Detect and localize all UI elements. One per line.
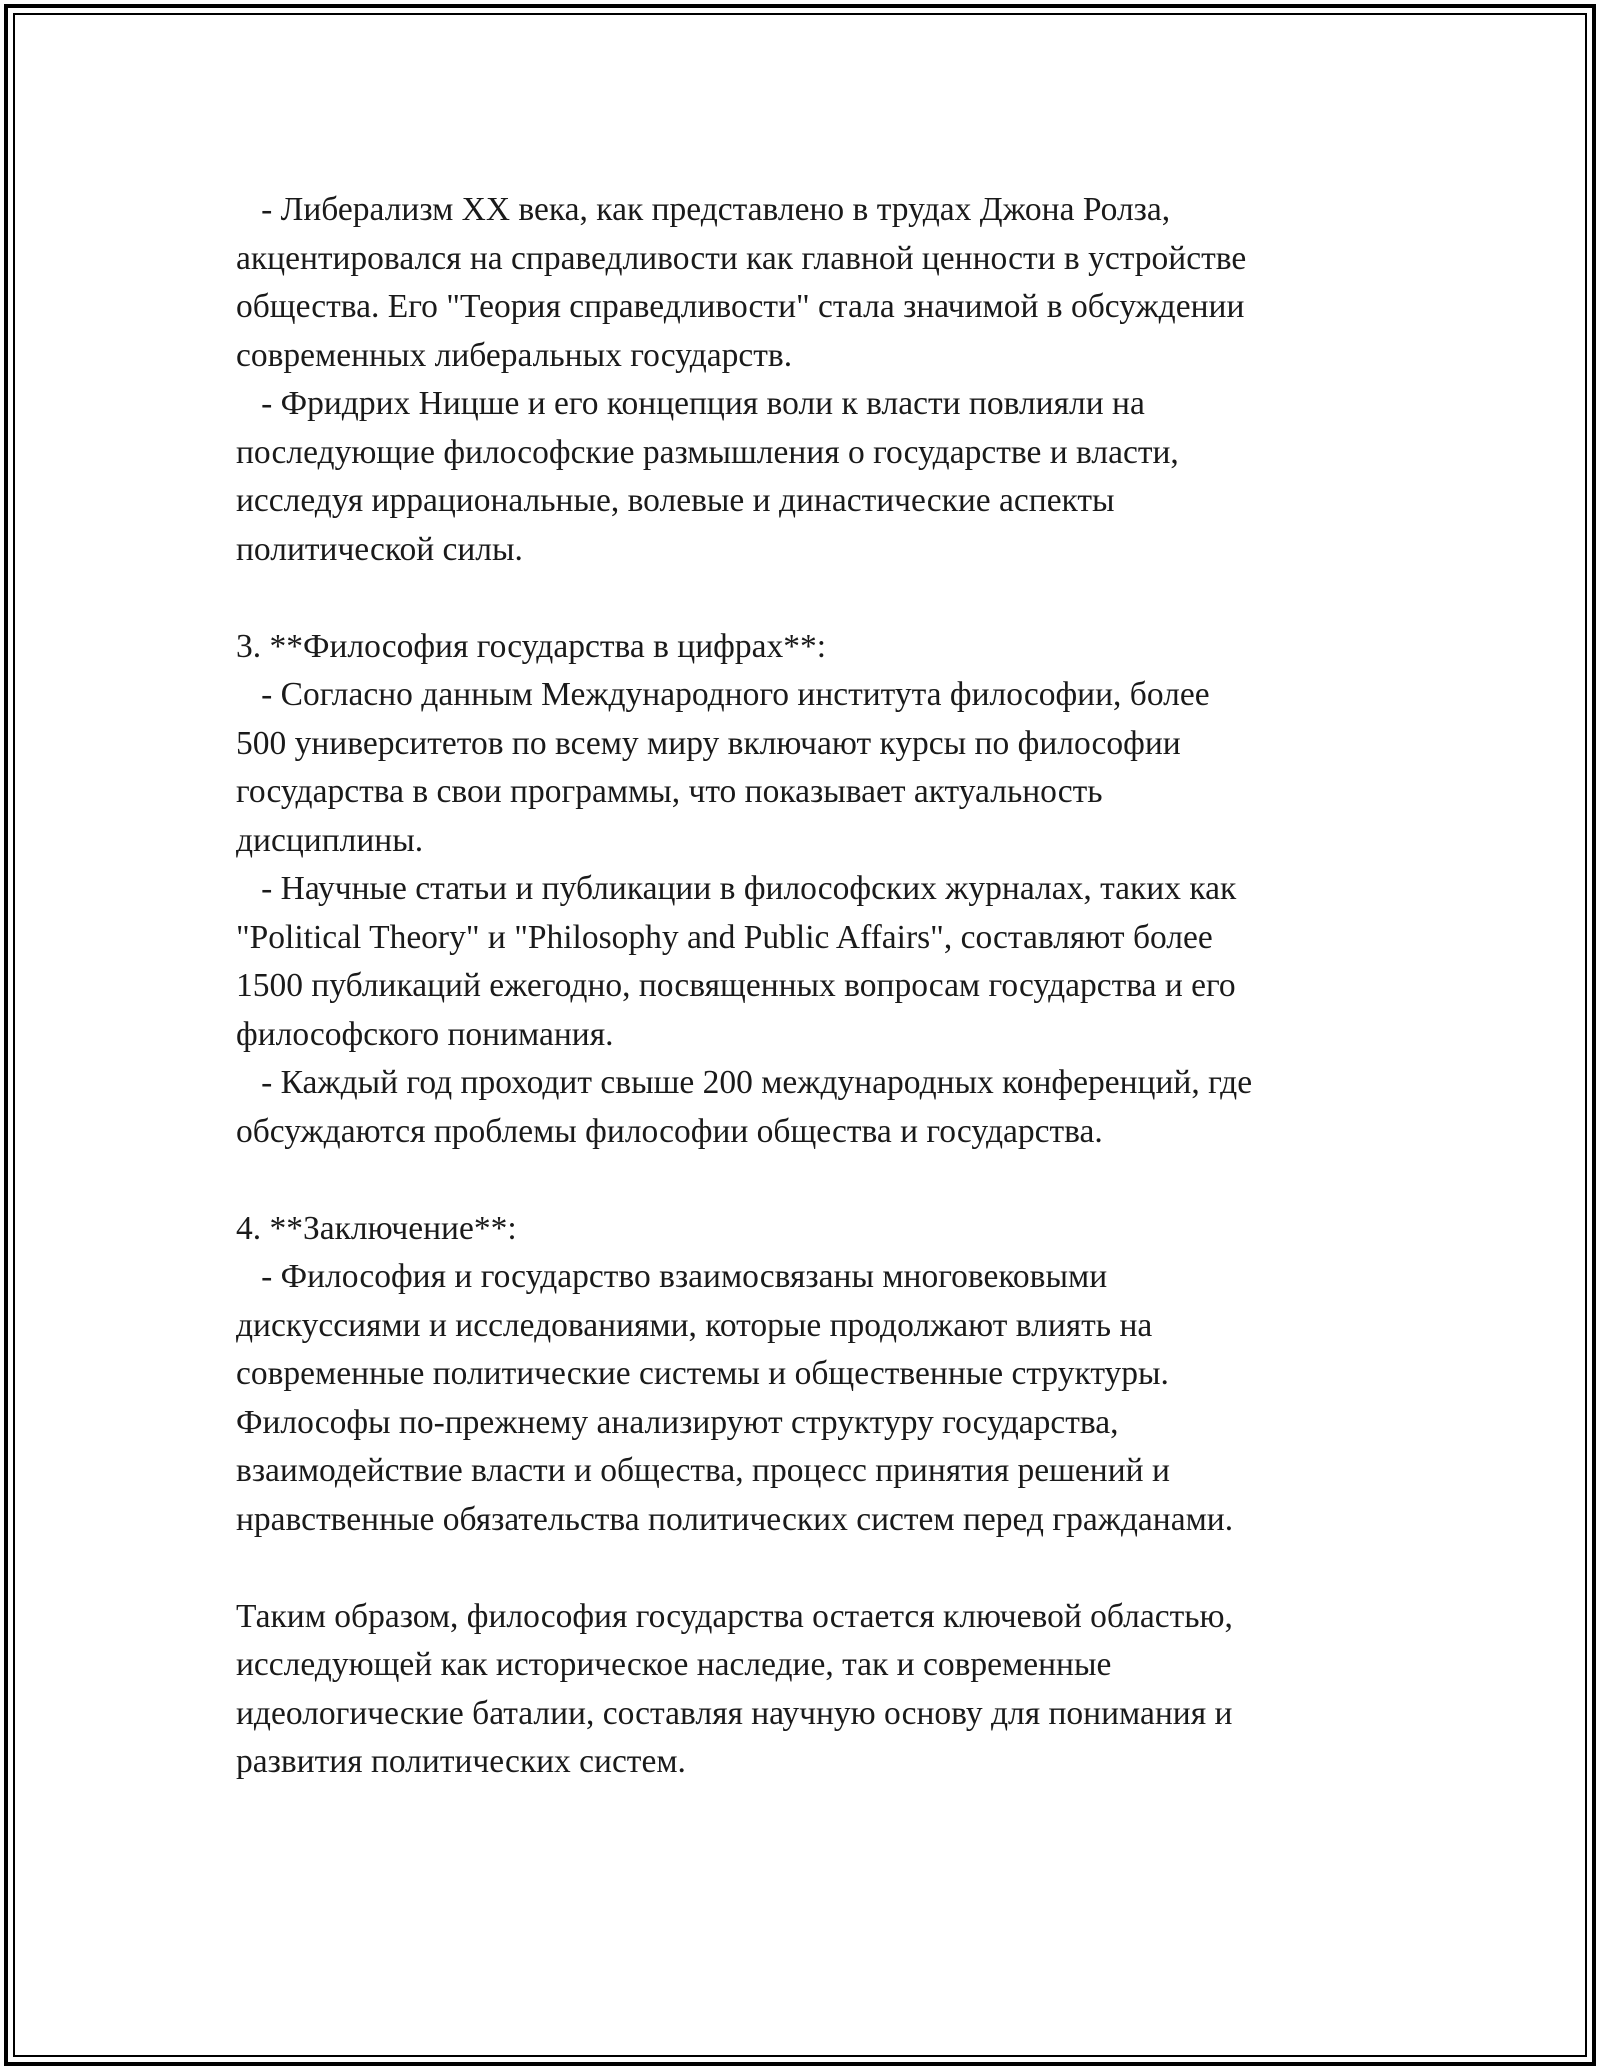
text-line: философского понимания. xyxy=(236,1015,614,1053)
text-line: Таким образом, философия государства остается ключевой областью, xyxy=(236,1597,1233,1635)
text-line: политической силы. xyxy=(236,530,523,568)
text-line: 1500 публикаций ежегодно, посвященных вопросам государства и его xyxy=(236,967,1236,1004)
blank-line xyxy=(236,1156,1396,1205)
text-line: - Философия и государство взаимосвязаны многовековыми xyxy=(236,1258,1108,1295)
text-line: - Фридрих Ницше и его концепция воли к власти повлияли на xyxy=(236,385,1145,422)
text-line: государства в свои программы, что показывает актуальность xyxy=(236,773,1103,810)
text-line: развития политических систем. xyxy=(236,1743,686,1780)
text-line: - Согласно данным Международного института философии, более xyxy=(236,676,1210,713)
document-body xyxy=(236,186,1396,1787)
text-line: последующие философские размышления о государстве и власти, xyxy=(236,433,1179,471)
blank-line xyxy=(236,574,1396,623)
text-line: исследующей как историческое наследие, так и современные xyxy=(236,1646,1112,1683)
section-heading: 4. **Заключение**: xyxy=(236,1209,517,1247)
text-line: - Каждый год проходит свыше 200 международных конференций, где xyxy=(236,1064,1253,1101)
text-line: "Political Theory" и "Philosophy and Public Affairs", составляют более xyxy=(236,918,1213,956)
blank-line xyxy=(236,1544,1396,1593)
text-line: современных либеральных государств. xyxy=(236,336,793,374)
text-line: нравственные обязательства политических систем перед гражданами. xyxy=(236,1500,1234,1538)
text-line: дискуссиями и исследованиями, которые продолжают влиять на xyxy=(236,1306,1153,1344)
text-line: Философы по-прежнему анализируют структуру государства, xyxy=(236,1403,1119,1441)
text-line: исследуя иррациональные, волевые и династические аспекты xyxy=(236,482,1115,519)
text-line: дисциплины. xyxy=(236,821,424,859)
text-line: обсуждаются проблемы философии общества и государства. xyxy=(236,1112,1103,1150)
text-line: - Либерализм XX века, как представлено в трудах Джона Ролза, xyxy=(236,191,1171,228)
section-heading: 3. **Философия государства в цифрах**: xyxy=(236,627,827,665)
text-line: общества. Его "Теория справедливости" стала значимой в обсуждении xyxy=(236,288,1245,325)
text-line: взаимодействие власти и общества, процесс принятия решений и xyxy=(236,1452,1170,1489)
text-line: современные политические системы и общественные структуры. xyxy=(236,1355,1169,1392)
text-line: 500 университетов по всему миру включают курсы по философии xyxy=(236,724,1181,762)
text-line: - Научные статьи и публикации в философских журналах, таких как xyxy=(236,870,1237,907)
text-line: идеологические баталии, составляя научную основу для понимания и xyxy=(236,1694,1233,1732)
text-line: акцентировался на справедливости как главной ценности в устройстве xyxy=(236,239,1247,277)
